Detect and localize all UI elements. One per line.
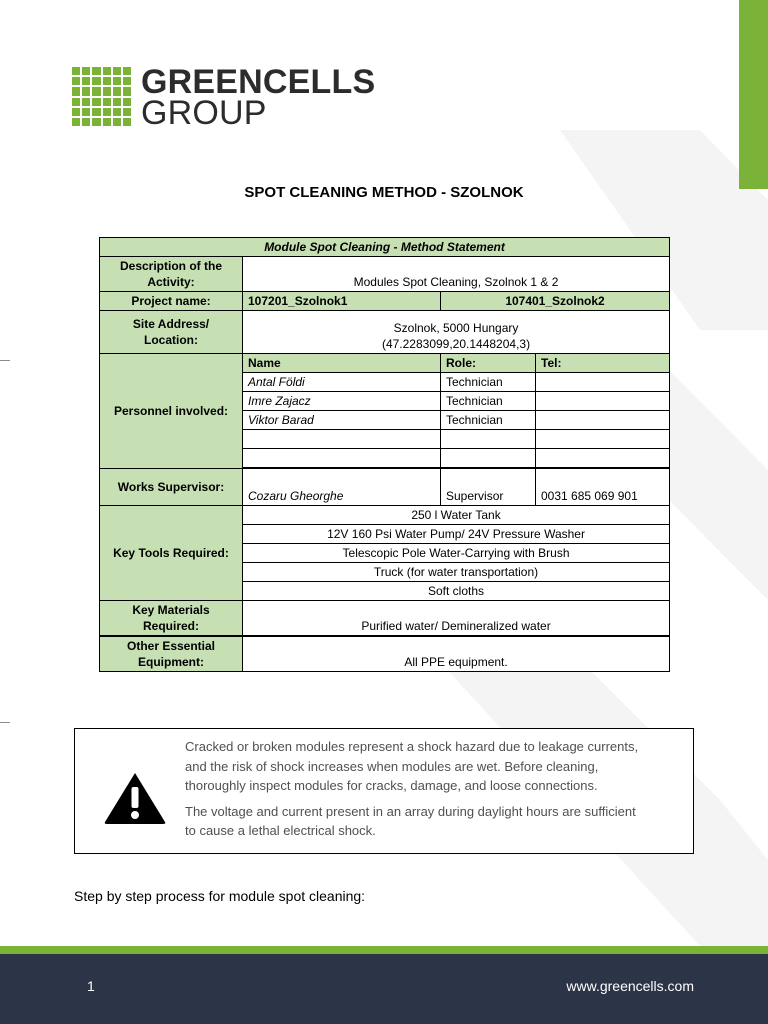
- personnel-label: Personnel involved:: [100, 354, 243, 469]
- tool-item: 12V 160 Psi Water Pump/ 24V Pressure Washer: [243, 524, 670, 543]
- personnel-header-role: Role:: [441, 354, 536, 373]
- warning-text-line: thoroughly inspect modules for cracks, damage, and loose connections.: [185, 778, 598, 793]
- personnel-role: [441, 430, 536, 449]
- tool-item: 250 l Water Tank: [243, 505, 670, 524]
- other-equipment-value: All PPE equipment.: [243, 636, 670, 672]
- personnel-role: Technician: [441, 411, 536, 430]
- supervisor-name: Cozaru Gheorghe: [243, 468, 441, 505]
- key-materials-label: Key Materials Required:: [100, 600, 243, 636]
- supervisor-role: Supervisor: [441, 468, 536, 505]
- project-name-1: 107201_Szolnok1: [243, 292, 441, 311]
- tool-item: Telescopic Pole Water-Carrying with Brush: [243, 543, 670, 562]
- warning-text-line: to cause a lethal electrical shock.: [185, 823, 376, 838]
- page-footer: [0, 954, 768, 1024]
- personnel-name: Antal Földi: [243, 373, 441, 392]
- supervisor-label: Works Supervisor:: [100, 468, 243, 505]
- personnel-header-tel: Tel:: [536, 354, 670, 373]
- personnel-tel: [536, 373, 670, 392]
- personnel-header-name: Name: [243, 354, 441, 373]
- logo-text-line2: GROUP: [141, 94, 267, 132]
- personnel-tel: [536, 449, 670, 469]
- other-equipment-label: Other Essential Equipment:: [100, 636, 243, 672]
- personnel-role: [441, 449, 536, 469]
- document-title: SPOT CLEANING METHOD - SZOLNOK: [244, 184, 524, 201]
- page-number: 1: [87, 978, 95, 994]
- personnel-tel: [536, 430, 670, 449]
- description-label: Description of the Activity:: [100, 257, 243, 292]
- key-materials-value: Purified water/ Demineralized water: [243, 600, 670, 636]
- safety-warning-box: [74, 728, 694, 854]
- site-coordinates: (47.2283099,20.1448204,3): [381, 337, 531, 351]
- website-link[interactable]: www.greencells.com: [566, 978, 694, 994]
- personnel-tel: [536, 411, 670, 430]
- warning-text-line: and the risk of shock increases when modules are wet. Before cleaning,: [185, 758, 599, 774]
- warning-text-line: The voltage and current present in an array during daylight hours are sufficient: [185, 803, 636, 819]
- project-label: Project name:: [100, 292, 243, 311]
- personnel-role: Technician: [441, 373, 536, 392]
- header-accent-strip: [739, 0, 768, 189]
- personnel-name: Viktor Barad: [243, 411, 441, 430]
- logo-grid-icon: [72, 67, 131, 126]
- key-tools-label: Key Tools Required:: [100, 505, 243, 600]
- site-address-label: Site Address/ Location:: [100, 311, 243, 354]
- personnel-name: Imre Zajacz: [243, 392, 441, 411]
- step-intro-text: Step by step process for module spot cleaning:: [74, 888, 366, 904]
- margin-mark: [0, 360, 10, 361]
- margin-mark: [0, 722, 10, 723]
- site-address-line1: Szolnok, 5000 Hungary: [393, 321, 519, 335]
- logo-text-line1: GREENCELLS: [141, 63, 376, 101]
- tool-item: Soft cloths: [243, 581, 670, 600]
- description-value: Modules Spot Cleaning, Szolnok 1 & 2: [243, 257, 670, 292]
- personnel-role: Technician: [441, 392, 536, 411]
- footer-accent-bar: [0, 946, 768, 954]
- company-logo: [72, 63, 376, 132]
- warning-paragraph-1: [185, 737, 685, 796]
- table-header: Module Spot Cleaning - Method Statement: [100, 238, 670, 257]
- warning-text-line: Cracked or broken modules represent a shock hazard due to leakage currents,: [185, 739, 639, 754]
- tool-item: Truck (for water transportation): [243, 562, 670, 581]
- warning-paragraph-2: [185, 802, 685, 841]
- warning-triangle-icon: [103, 771, 167, 825]
- site-address-value: [243, 311, 670, 354]
- personnel-name: [243, 449, 441, 469]
- personnel-name: [243, 430, 441, 449]
- project-name-2: 107401_Szolnok2: [441, 292, 670, 311]
- method-statement-table: [99, 237, 670, 672]
- supervisor-tel: 0031 685 069 901: [536, 468, 670, 505]
- personnel-tel: [536, 392, 670, 411]
